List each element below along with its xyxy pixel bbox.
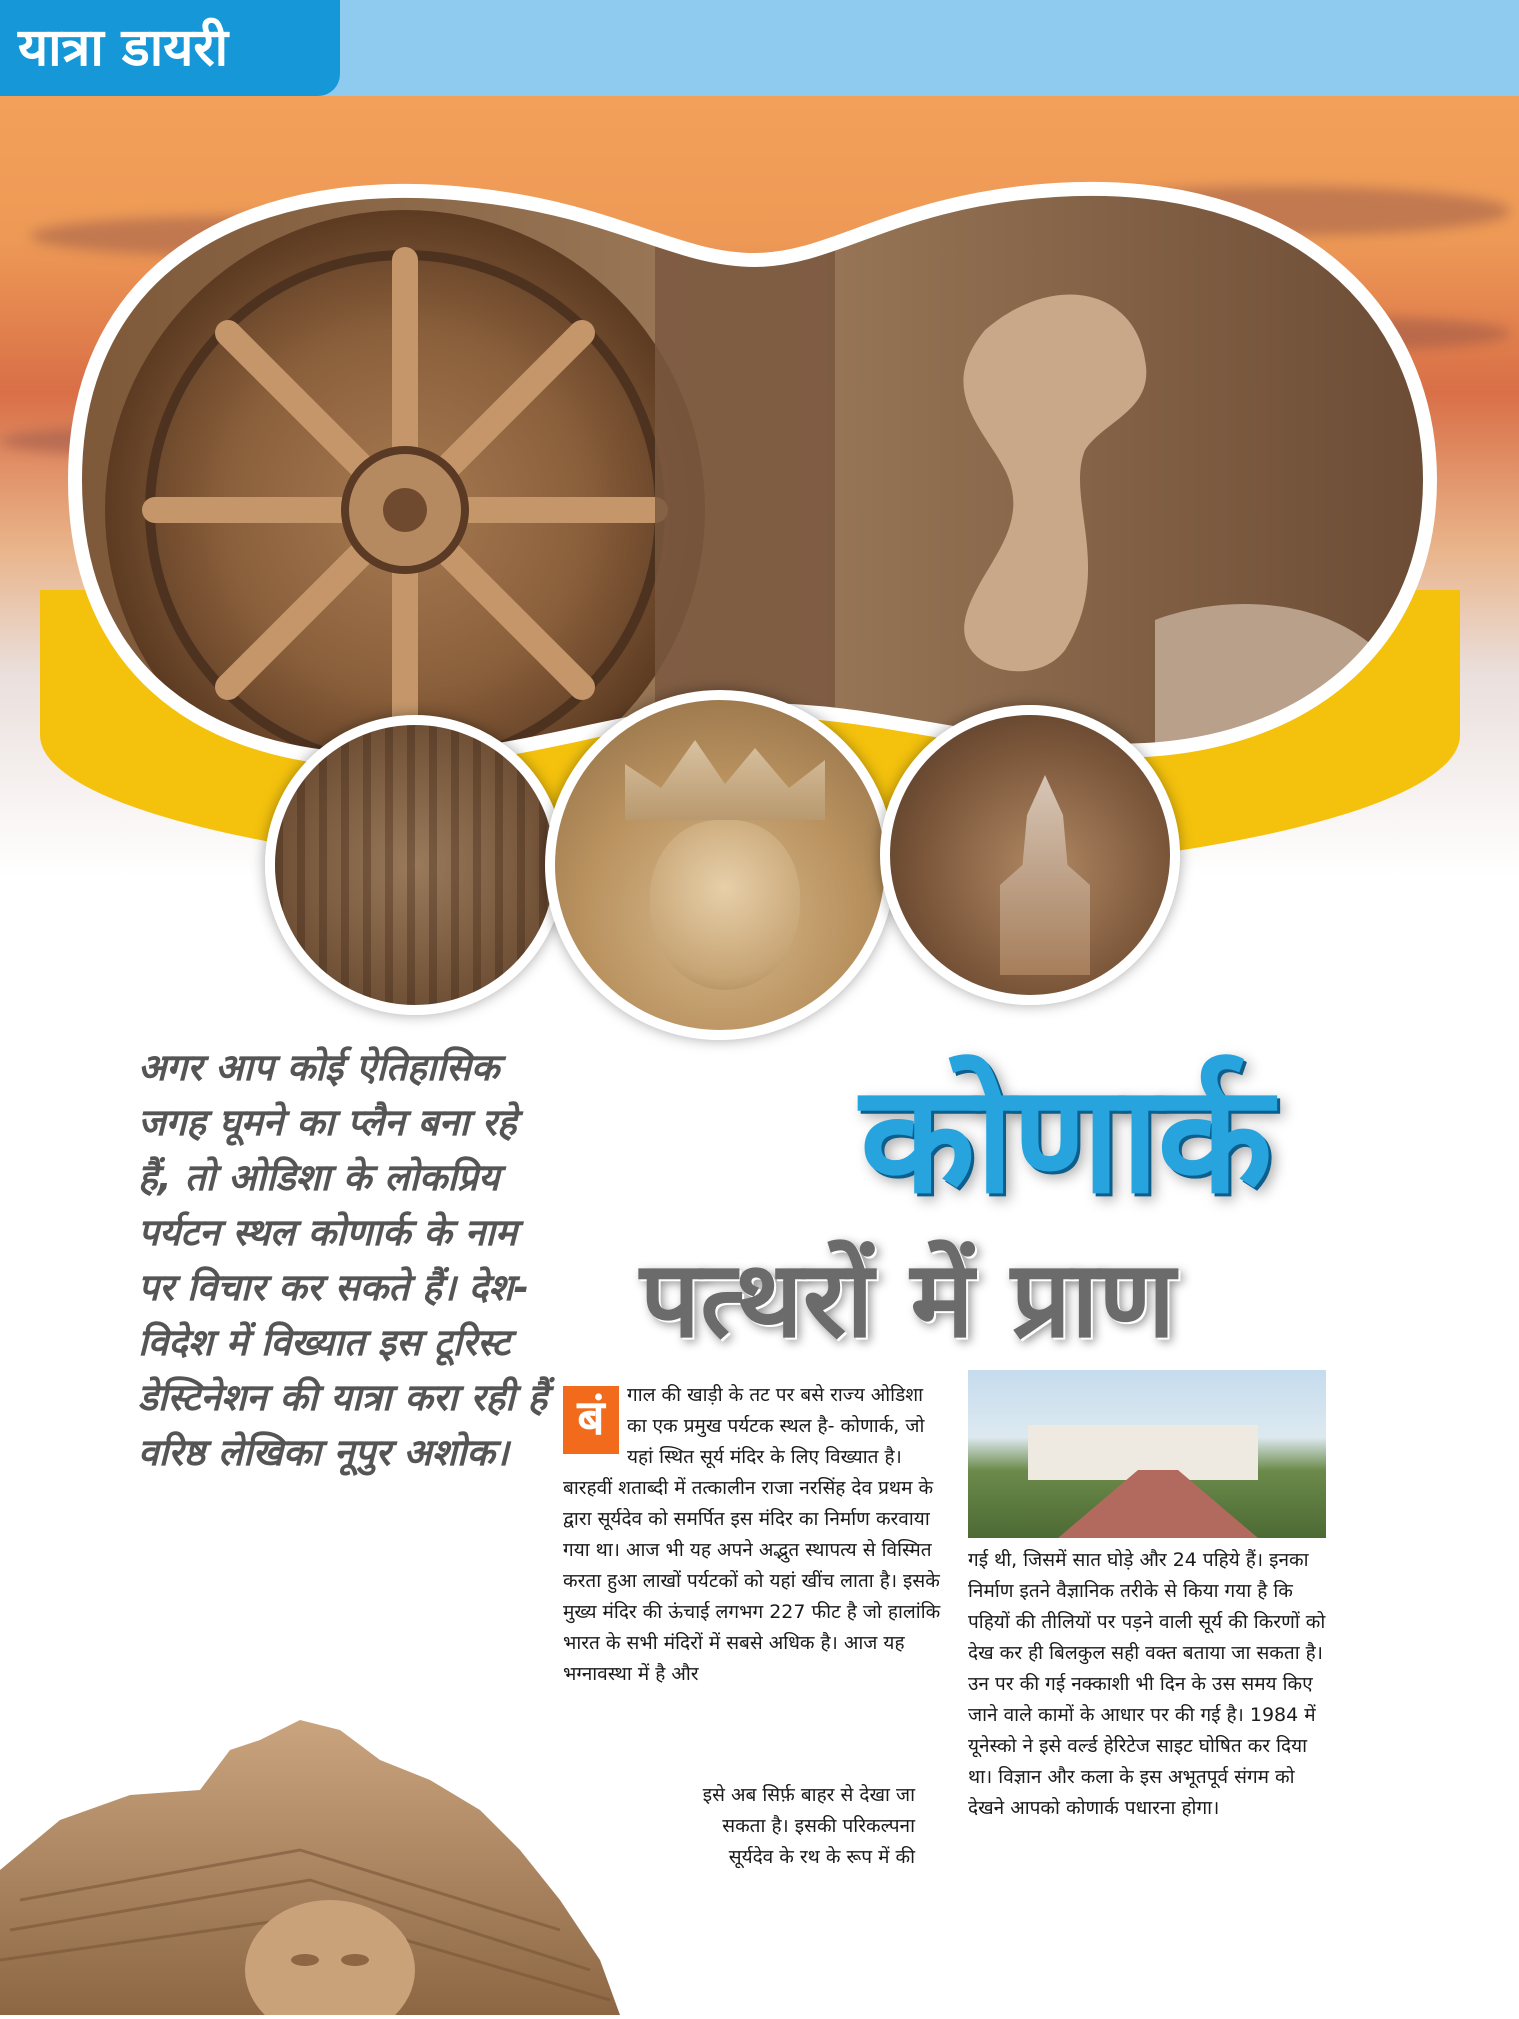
article-column-1-continuation: इसे अब सिर्फ़ बाहर से देखा जा सकता है। इसकी परिकल्पना सूर्यदेव के रथ के रूप में की <box>702 1784 915 1868</box>
temple-garden-photo <box>968 1370 1326 1538</box>
dropcap: बं <box>563 1386 619 1454</box>
temple-wall-carvings-photo <box>265 715 565 1015</box>
article-column-2: गई थी, जिसमें सात घोड़े और 24 पहिये हैं। इनका निर्माण इतने वैज्ञानिक तरीके से किया गया है कि पहियों की तीलियों पर पड़ने वाली सूर्य की किरणों को देख कर ही बिलकुल सही वक्त बताया जा सकता है। उन पर की गई नक्काशी भी दिन के उस समय किए जाने वाले कामों के आधार पर की गई है। 1984 में यूनेस्को ने इसे वर्ल्ड हेरिटेज साइट घोषित कर दिया था। विज्ञान और कला के इस अभूतपूर्व संगम को देखने आपको कोणार्क पधारना होगा। <box>968 1549 1326 1819</box>
article-column-1 <box>563 1380 943 1690</box>
page-title: कोणार्क <box>860 1053 1271 1227</box>
sand-temple-sculpture-image <box>0 1700 620 2015</box>
sand-sculpture-face-photo <box>545 690 895 1040</box>
page-subtitle: पत्थरों में प्राण <box>640 1238 1176 1361</box>
section-label: यात्रा डायरी <box>0 0 340 96</box>
intro-text: अगर आप कोई ऐतिहासिक जगह घूमने का प्लैन बना रहे हैं, तो ओडिशा के लोकप्रिय पर्यटन स्थल कोणार्क के नाम पर विचार कर सकते हैं। देश-विदेश में विख्यात इस टूरिस्ट डेस्टिनेशन की यात्रा करा रही हैं वरिष्ठ लेखिका नूपुर अशोक। <box>138 1046 548 1474</box>
temple-model-photo <box>880 705 1180 1005</box>
article-col1-text: गाल की खाड़ी के तट पर बसे राज्य ओडिशा का एक प्रमुख पर्यटक स्थल है- कोणार्क, जो यहां स्थित सूर्य मंदिर के लिए विख्यात है। बारहवीं शताब्दी में तत्कालीन राजा नरसिंह देव प्रथम के द्वारा सूर्यदेव को समर्पित इस मंदिर का निर्माण करवाया गया था। आज भी यह अपने अद्भुत स्थापत्य से विस्मित करता हुआ लाखों पर्यटकों को यहां खींच लाता है। इसके मुख्य मंदिर की ऊंचाई लगभग 227 फीट है जो हालांकि भारत के सभी मंदिरों में सबसे अधिक है। आज यह भग्नावस्था में है और <box>563 1384 941 1685</box>
